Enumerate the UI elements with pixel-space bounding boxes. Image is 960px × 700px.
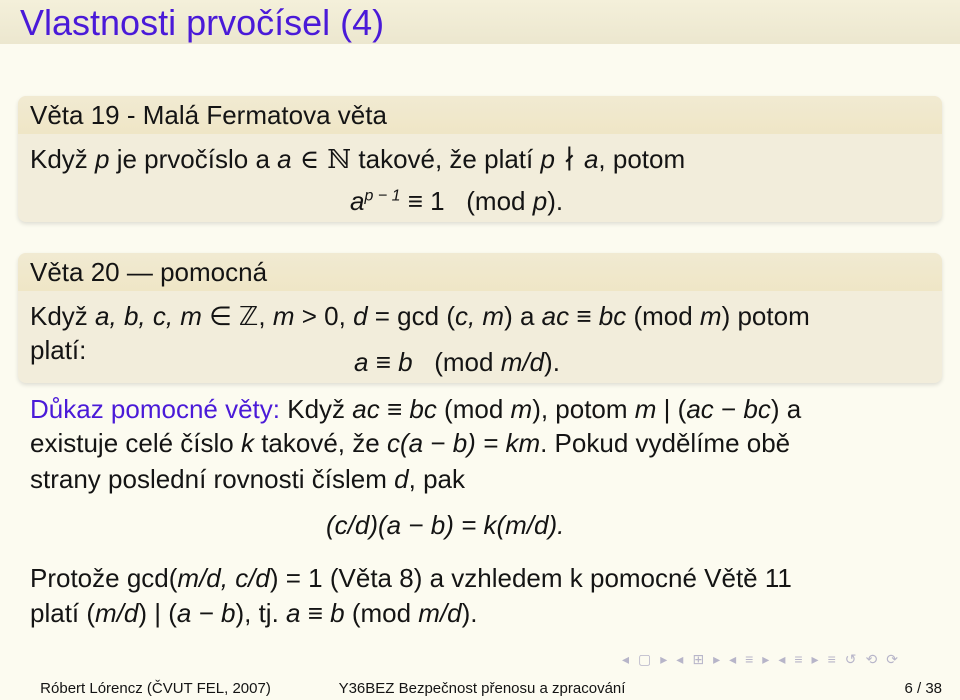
- footer-author: Róbert Lórencz (ČVUT FEL, 2007): [40, 680, 271, 697]
- theorem-19-heading: Věta 19 - Malá Fermatova věta: [18, 96, 942, 134]
- nav-prev-section-icon[interactable]: ◂: [729, 650, 737, 667]
- title-bar: [0, 0, 960, 44]
- footer-page-number: 6 / 38: [904, 680, 942, 697]
- footer-course: Y36BEZ Bezpečnost přenosu a zpracování: [338, 680, 626, 697]
- proof-line-4: Protože gcd(m/d, c/d) = 1 (Věta 8) a vzhledem k pomocné Větě 11: [30, 563, 792, 593]
- nav-prev-doc-icon[interactable]: ◂: [778, 650, 786, 667]
- nav-toc-icon[interactable]: ≡: [827, 651, 836, 667]
- fermat-formula: $a^{p - 1} \equiv 1$ (mod p).: [350, 186, 564, 216]
- nav-forward-icon[interactable]: ⟳: [886, 650, 898, 667]
- beamer-navigation: [622, 650, 950, 668]
- proof-formula: (c/d)(a − b) = k(m/d).: [326, 510, 565, 540]
- nav-next-doc-icon[interactable]: ▸: [811, 650, 819, 667]
- nav-frame-icon[interactable]: ▢: [638, 650, 652, 667]
- nav-search-icon[interactable]: ↺: [844, 650, 857, 667]
- nav-section-icon[interactable]: ≡: [745, 651, 754, 667]
- proof-label: Důkaz pomocné věty:: [30, 394, 281, 424]
- proof-line-2: existuje celé číslo k takové, že c(a − b) = km. Pokud vydělíme obě: [30, 428, 791, 458]
- nav-prev-subsection-icon[interactable]: ◂: [676, 650, 684, 667]
- theorem-20-block: [18, 253, 942, 383]
- theorem-19-statement: Když p je prvočíslo a a ∈ ℕ takové, že platí p ∤ a, potom: [30, 144, 686, 175]
- nav-next-subsection-icon[interactable]: ▸: [713, 650, 721, 667]
- nav-next-section-icon[interactable]: ▸: [762, 650, 770, 667]
- nav-subsection-icon[interactable]: ⊞: [692, 650, 705, 667]
- theorem-20-label: platí:: [30, 335, 87, 365]
- footer: [0, 678, 960, 700]
- nav-back-icon[interactable]: ⟲: [865, 650, 878, 667]
- nav-next-frame-icon[interactable]: ▸: [660, 650, 668, 667]
- proof-line-3: strany poslední rovnosti číslem d, pak: [30, 464, 465, 494]
- proof-line-1: Důkaz pomocné věty: Když ac ≡ bc (mod m), potom m | (ac − bc) a: [30, 394, 802, 424]
- slide-title: Vlastnosti prvočísel (4): [20, 2, 385, 43]
- theorem-20-statement: Když a, b, c, m ∈ ℤ, m > 0, d = gcd (c, m) a ac ≡ bc (mod m) potom: [30, 301, 810, 331]
- proof-line-5: platí (m/d) | (a − b), tj. a ≡ b (mod m/d).: [30, 598, 478, 628]
- theorem-19-block: [18, 96, 942, 222]
- nav-doc-icon[interactable]: ≡: [794, 651, 803, 667]
- theorem-20-heading: Věta 20 — pomocná: [18, 253, 942, 291]
- theorem-20-formula: a ≡ b (mod m/d).: [354, 347, 560, 377]
- nav-prev-frame-icon[interactable]: ◂: [622, 650, 630, 667]
